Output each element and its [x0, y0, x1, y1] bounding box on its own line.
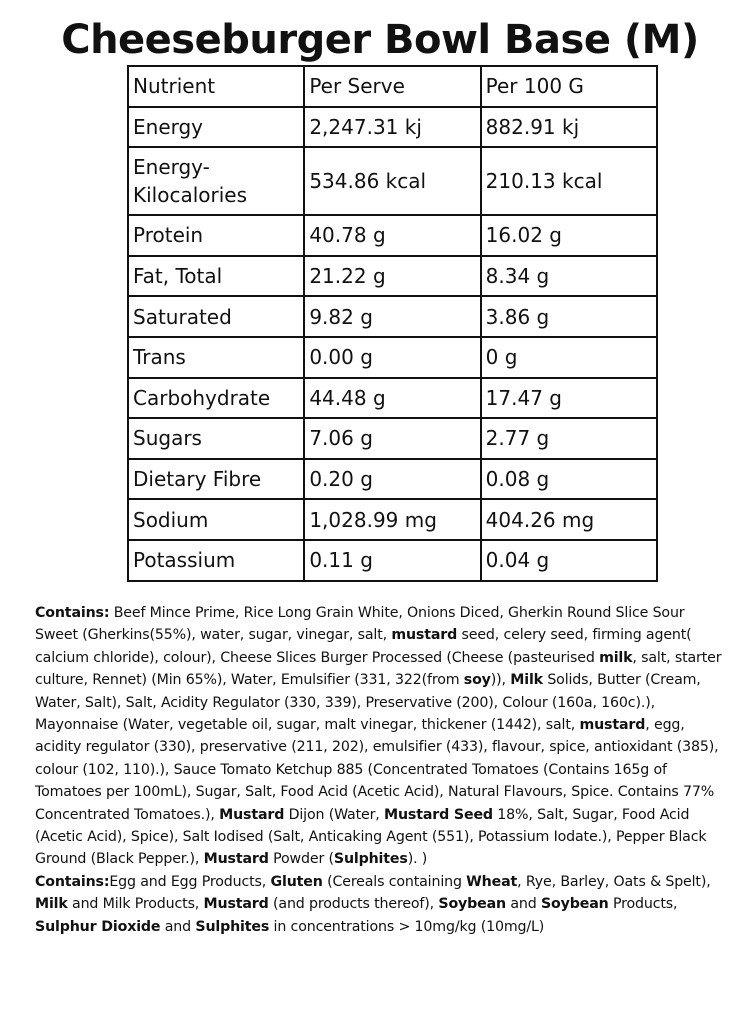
per-serve-value: 40.78 g	[304, 215, 480, 256]
nutrient-name: Energy-Kilocalories	[128, 147, 304, 215]
per-serve-value: 0.00 g	[304, 337, 480, 378]
text-segment: , egg, acidity regulator (330), preservative (211, 202), emulsifier (433), flavour, spice, antioxidant (385), colour (102, 110).), Sauce Tomato Ketchup 885 (Concentrated Tomatoes (Contains 165g of Tomatoes per 100mL), Sugar, Salt, Food Acid (Acetic Acid), Natural Flavours, Spice. Contains 77% Concentrated Tomatoes.),	[35, 717, 719, 823]
per-100g-value: 0.08 g	[481, 459, 657, 500]
per-serve-value: 7.06 g	[304, 418, 480, 459]
per-100g-value: 8.34 g	[481, 256, 657, 297]
per-100g-value: 2.77 g	[481, 418, 657, 459]
allergen-highlight: Mustard	[219, 806, 285, 823]
per-100g-value: 3.86 g	[481, 296, 657, 337]
per-serve-value: 1,028.99 mg	[304, 499, 480, 540]
text-segment: Solids, Butter (Cream, Water, Salt), Salt, Acidity Regulator (330, 339), Preservative (200), Colour (160a, 160c).), Mayonnaise (Water, vegetable oil, sugar, malt vinegar, thickener (1442), salt,	[35, 672, 701, 734]
header-cell-per-100g: Per 100 G	[481, 66, 657, 107]
allergen-highlight: mustard	[391, 627, 458, 644]
per-serve-value: 0.11 g	[304, 540, 480, 581]
allergen-highlight: milk	[599, 649, 633, 666]
allergens-label: Contains:	[35, 873, 110, 890]
page-title: Cheeseburger Bowl Base (M)	[61, 17, 699, 63]
text-segment: and	[160, 918, 196, 935]
table-row	[128, 378, 657, 419]
per-serve-value: 44.48 g	[304, 378, 480, 419]
allergen-highlight: Gluten	[270, 873, 323, 890]
allergen-highlight: Sulphites	[195, 918, 270, 935]
nutrient-name: Dietary Fibre	[128, 459, 304, 500]
allergen-highlight: Sulphur Dioxide	[35, 918, 161, 935]
per-100g-value: 16.02 g	[481, 215, 657, 256]
table-row	[128, 540, 657, 581]
per-100g-value: 210.13 kcal	[481, 147, 657, 215]
table-row	[128, 147, 657, 215]
ingredients-text	[35, 605, 721, 867]
header-cell-per-serve: Per Serve	[304, 66, 480, 107]
text-segment: Powder (	[268, 851, 334, 868]
text-segment: and Milk Products,	[67, 896, 204, 913]
per-100g-value: 882.91 kj	[481, 107, 657, 148]
table-row	[128, 418, 657, 459]
allergen-highlight: Milk	[35, 896, 68, 913]
text-segment: in concentrations > 10mg/kg (10mg/L)	[269, 918, 545, 935]
table-row	[128, 256, 657, 297]
allergen-highlight: Milk	[510, 672, 543, 689]
per-serve-value: 21.22 g	[304, 256, 480, 297]
text-segment: ). )	[407, 851, 428, 868]
allergens-text	[35, 874, 711, 935]
allergen-highlight: Sulphites	[333, 851, 408, 868]
per-100g-value: 0 g	[481, 337, 657, 378]
nutrient-name: Sodium	[128, 499, 304, 540]
header-cell-nutrient: Nutrient	[128, 66, 304, 107]
table-row	[128, 296, 657, 337]
table-row	[128, 215, 657, 256]
table-row	[128, 499, 657, 540]
per-100g-value: 404.26 mg	[481, 499, 657, 540]
per-serve-value: 0.20 g	[304, 459, 480, 500]
text-segment: )),	[490, 672, 511, 689]
allergen-highlight: Soybean	[438, 896, 507, 913]
table-row	[128, 459, 657, 500]
ingredients-paragraph	[35, 602, 725, 871]
per-100g-value: 17.47 g	[481, 378, 657, 419]
text-segment: (Cereals containing	[322, 873, 467, 890]
allergen-highlight: soy	[463, 672, 491, 689]
table-header-row	[128, 66, 657, 107]
nutrient-name: Carbohydrate	[128, 378, 304, 419]
allergen-highlight: Mustard	[203, 851, 269, 868]
allergen-highlight: Mustard	[203, 896, 269, 913]
nutrient-name: Protein	[128, 215, 304, 256]
nutrition-table	[127, 65, 658, 582]
per-serve-value: 9.82 g	[304, 296, 480, 337]
allergen-highlight: mustard	[579, 717, 646, 734]
per-serve-value: 534.86 kcal	[304, 147, 480, 215]
table-row	[128, 107, 657, 148]
allergen-highlight: Soybean	[540, 896, 609, 913]
nutrient-name: Trans	[128, 337, 304, 378]
allergen-highlight: Mustard Seed	[384, 806, 493, 823]
text-segment: Dijon (Water,	[284, 806, 384, 823]
nutrient-name: Saturated	[128, 296, 304, 337]
nutrient-name: Energy	[128, 107, 304, 148]
ingredients-section	[35, 602, 725, 938]
text-segment: 18%, Salt, Sugar, Food Acid (Acetic Acid), Spice), Salt Iodised (Salt, Anticaking Agent (551), Potassium Iodate.), Pepper Black Ground (Black Pepper.),	[35, 806, 707, 868]
text-segment: (and products thereof),	[268, 896, 439, 913]
allergen-highlight: Wheat	[466, 873, 518, 890]
text-segment: seed, celery seed, firming agent( calcium chloride), colour), Cheese Slices Burger Processed (Cheese (pasteurised	[35, 627, 692, 666]
text-segment: Products,	[608, 896, 678, 913]
text-segment: Egg and Egg Products,	[109, 873, 271, 890]
per-serve-value: 2,247.31 kj	[304, 107, 480, 148]
contains-label: Contains:	[35, 605, 110, 621]
text-segment: , Rye, Barley, Oats & Spelt),	[517, 873, 711, 890]
table-row	[128, 337, 657, 378]
nutrient-name: Potassium	[128, 540, 304, 581]
text-segment: , salt, starter culture, Rennet) (Min 65%), Water, Emulsifier (331, 322(from	[35, 649, 722, 689]
nutrient-name: Sugars	[128, 418, 304, 459]
nutrient-name: Fat, Total	[128, 256, 304, 297]
text-segment: Beef Mince Prime, Rice Long Grain White, Onions Diced, Gherkin Round Slice Sour Sweet (Gherkins(55%), water, sugar, vinegar, salt,	[35, 605, 685, 644]
per-100g-value: 0.04 g	[481, 540, 657, 581]
allergens-paragraph	[35, 871, 725, 938]
text-segment: and	[506, 896, 541, 913]
